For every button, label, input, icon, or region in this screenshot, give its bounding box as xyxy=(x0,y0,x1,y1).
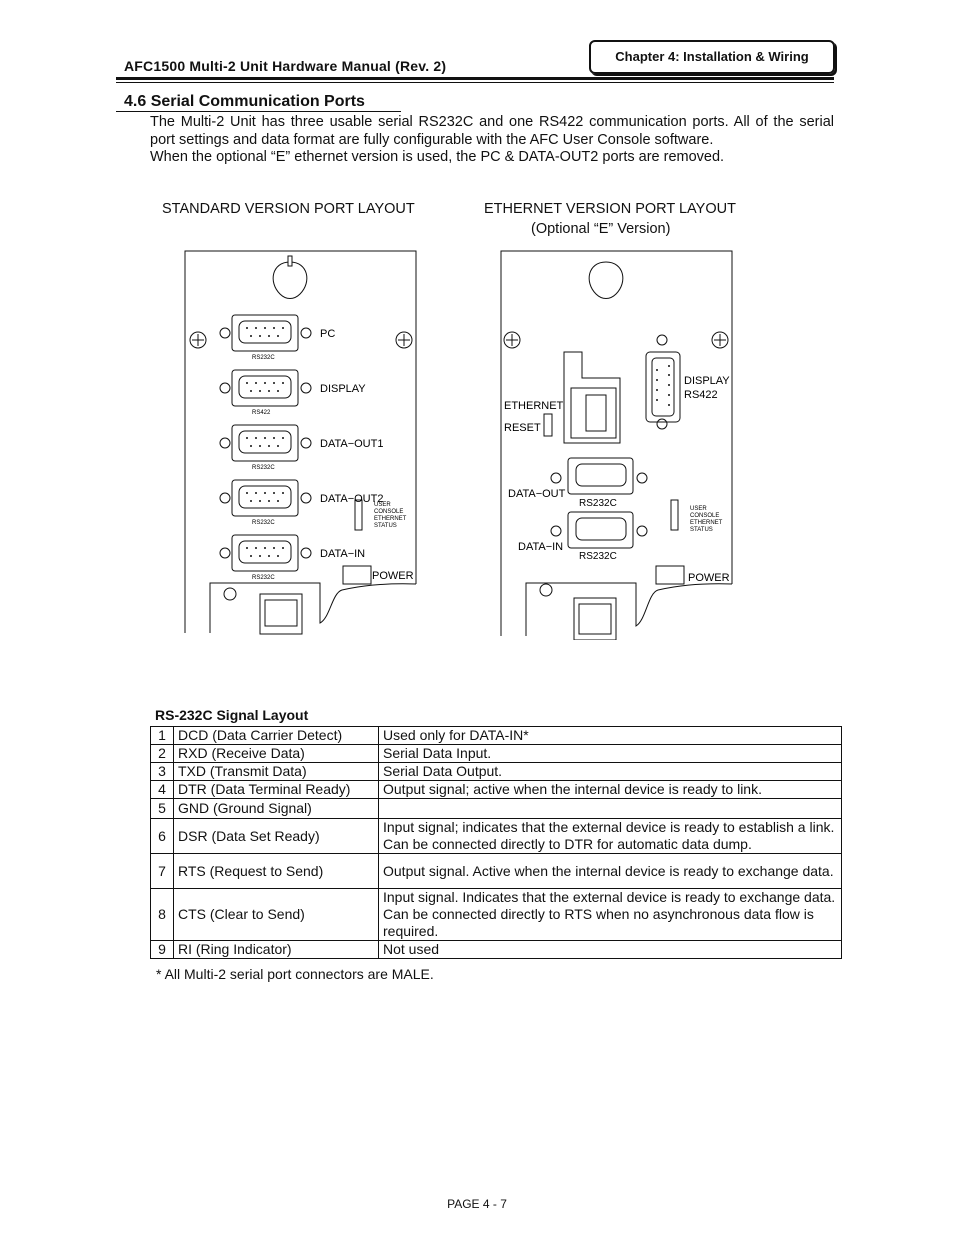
rs232c-signal-table xyxy=(150,726,842,959)
port-label: DATA−OUT1 xyxy=(320,438,384,450)
data-out-port-type: RS232C xyxy=(579,498,617,509)
pin-cell: 5 xyxy=(151,799,174,819)
led-label: ETHERNET xyxy=(374,516,407,522)
data-in-port-label: DATA−IN xyxy=(518,541,564,553)
description-cell: Input signal. Indicates that the external device is ready to exchange data. Can be connected directly to RTS when no asynchronous data flow is required. xyxy=(379,889,842,941)
pin-cell: 2 xyxy=(151,745,174,763)
description-cell xyxy=(379,799,842,819)
led-label: ETHERNET xyxy=(690,520,723,526)
standard-layout-label: STANDARD VERSION PORT LAYOUT xyxy=(162,201,415,217)
intro-paragraph: The Multi-2 Unit has three usable serial RS232C and one RS422 communication ports. All of the serial port settings and data format are fully configurable with the AFC User Console software. xyxy=(150,114,834,148)
led-label: USER xyxy=(690,506,707,512)
table-row xyxy=(151,727,842,745)
description-cell: Output signal. Active when the internal device is ready to exchange data. xyxy=(379,854,842,889)
description-cell: Input signal; indicates that the external device is ready to establish a link. Can be connected directly to DTR for automatic data dump. xyxy=(379,819,842,854)
ethernet-panel-diagram xyxy=(496,248,736,640)
ethernet-layout-label: ETHERNET VERSION PORT LAYOUT xyxy=(484,201,736,217)
reset-button-label: RESET xyxy=(504,422,541,434)
signal-cell: DCD (Data Carrier Detect) xyxy=(174,727,379,745)
description-cell: Output signal; active when the internal device is ready to link. xyxy=(379,781,842,799)
signal-cell: TXD (Transmit Data) xyxy=(174,763,379,781)
pin-cell: 1 xyxy=(151,727,174,745)
header-rule xyxy=(116,77,834,80)
port-label: DATA−OUT2 xyxy=(320,493,384,505)
display-port-type: RS422 xyxy=(684,389,718,401)
db9-connector xyxy=(220,535,311,571)
port-type-label: RS232C xyxy=(252,355,275,361)
table-row xyxy=(151,763,842,781)
led-label: STATUS xyxy=(690,527,713,533)
pin-cell: 6 xyxy=(151,819,174,854)
table-row xyxy=(151,819,842,854)
signal-cell: CTS (Clear to Send) xyxy=(174,889,379,941)
signal-cell: RI (Ring Indicator) xyxy=(174,941,379,959)
led-indicator-labels xyxy=(690,506,723,533)
port-type-label: RS232C xyxy=(252,465,275,471)
section-heading: 4.6 Serial Communication Ports xyxy=(124,93,365,110)
standard-ports xyxy=(220,315,383,581)
signal-cell: RTS (Request to Send) xyxy=(174,854,379,889)
led-label: STATUS xyxy=(374,523,397,529)
led-label: CONSOLE xyxy=(690,513,720,519)
signal-cell: GND (Ground Signal) xyxy=(174,799,379,819)
port-type-label: RS232C xyxy=(252,520,275,526)
signal-cell: DSR (Data Set Ready) xyxy=(174,819,379,854)
table-row xyxy=(151,941,842,959)
power-label: POWER xyxy=(688,572,730,584)
led-label: USER xyxy=(374,502,391,508)
header-rule-thin xyxy=(116,82,834,83)
power-label: POWER xyxy=(372,570,414,582)
db9-connector xyxy=(220,370,311,406)
led-indicator-labels xyxy=(374,502,407,529)
ethernet-note-paragraph: When the optional “E” ethernet version is used, the PC & DATA-OUT2 ports are removed. xyxy=(150,149,725,165)
table-row xyxy=(151,854,842,889)
table-footnote: * All Multi-2 serial port connectors are MALE. xyxy=(156,966,434,982)
pin-cell: 8 xyxy=(151,889,174,941)
led-label: CONSOLE xyxy=(374,509,404,515)
ethernet-port-label: ETHERNET xyxy=(504,400,564,412)
description-cell: Not used xyxy=(379,941,842,959)
data-out-port-label: DATA−OUT xyxy=(508,488,566,500)
pin-cell: 4 xyxy=(151,781,174,799)
db9-connector xyxy=(220,480,311,516)
display-port-label: DISPLAY xyxy=(684,375,730,387)
port-label: DATA−IN xyxy=(320,548,366,560)
pin-cell: 3 xyxy=(151,763,174,781)
port-type-label: RS422 xyxy=(252,410,271,416)
port-label: PC xyxy=(320,328,336,340)
port-type-label: RS232C xyxy=(252,575,275,581)
description-cell: Used only for DATA-IN* xyxy=(379,727,842,745)
table-title: RS-232C Signal Layout xyxy=(155,707,309,723)
page-number: PAGE 4 - 7 xyxy=(447,1197,507,1211)
table-row xyxy=(151,799,842,819)
description-cell: Serial Data Input. xyxy=(379,745,842,763)
port-label: DISPLAY xyxy=(320,383,366,395)
pin-cell: 9 xyxy=(151,941,174,959)
section-heading-underline xyxy=(116,111,401,112)
standard-panel-diagram xyxy=(180,248,420,638)
table-row xyxy=(151,745,842,763)
description-cell: Serial Data Output. xyxy=(379,763,842,781)
table-row xyxy=(151,889,842,941)
signal-cell: DTR (Data Terminal Ready) xyxy=(174,781,379,799)
chapter-label: Chapter 4: Installation & Wiring xyxy=(589,40,835,74)
pin-cell: 7 xyxy=(151,854,174,889)
ethernet-layout-sublabel: (Optional “E” Version) xyxy=(531,221,671,237)
table-row xyxy=(151,781,842,799)
signal-cell: RXD (Receive Data) xyxy=(174,745,379,763)
document-title: AFC1500 Multi-2 Unit Hardware Manual (Rev. 2) xyxy=(124,58,447,74)
db9-connector xyxy=(220,315,311,351)
data-in-port-type: RS232C xyxy=(579,551,617,562)
db9-connector xyxy=(220,425,311,461)
